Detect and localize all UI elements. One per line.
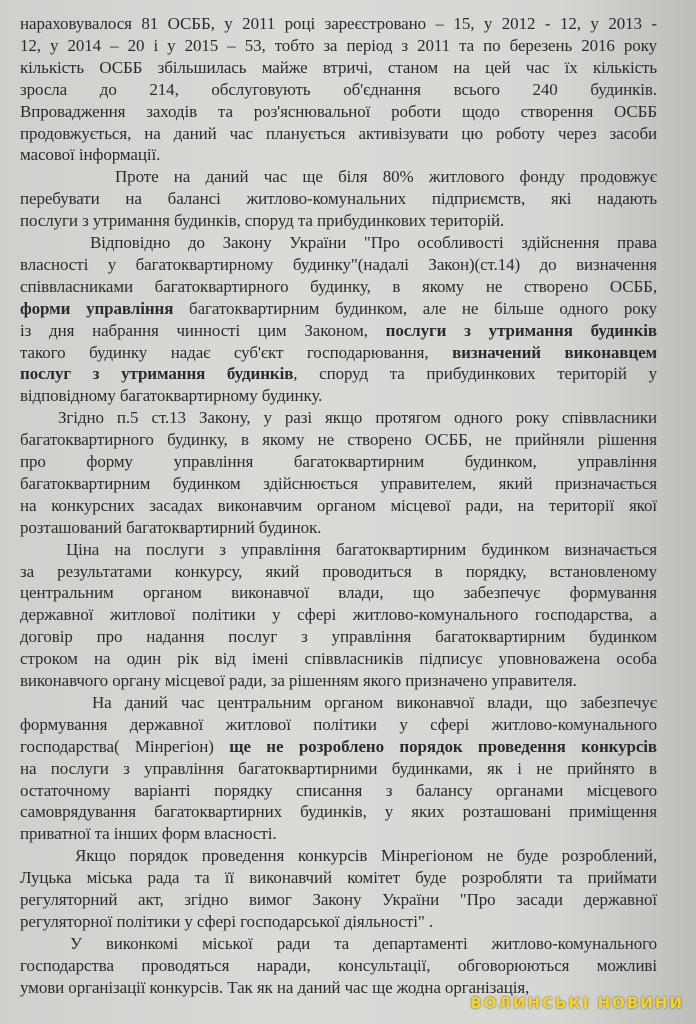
- text-line: [20, 473, 657, 495]
- text: Відповідно до Закону України "Про особливості здійснення права: [90, 233, 657, 252]
- text-line: [20, 407, 657, 429]
- text: на конкурсних засадах виконавчим органом місцевої ради, на території якої: [20, 495, 657, 515]
- text: договір про надання послуг з управління багатоквартирним будинком: [20, 627, 657, 647]
- text: На даний час центральним органом виконавчої влади, що забезпечує: [92, 692, 657, 712]
- bold-text: послуг з утримання будинків: [20, 364, 294, 384]
- text: відповідному багатоквартирному будинку.: [20, 386, 323, 406]
- text: багатоквартирним будинком здійснюється управителем, який призначається: [20, 473, 657, 493]
- text: приватної та інших форм власності.: [20, 824, 277, 844]
- text-line: [20, 780, 657, 802]
- text-line: [20, 166, 657, 188]
- text: кількість ОСББ збільшилась майже втричі, станом на цей час їх кількість: [20, 57, 657, 77]
- text: остаточному варіанті порядку списання з балансу органами місцевого: [20, 780, 657, 800]
- text-line: [20, 363, 657, 385]
- text-line: [20, 495, 657, 517]
- text: центральним органом виконавчої влади, що забезпечує формування: [20, 583, 657, 603]
- text: 12, у 2014 – 20 і у 2015 – 53, тобто за період з 2011 та по березень 2016 року: [20, 35, 657, 55]
- text: зросла до 214, обслуговують об'єднання всього 240 будинків.: [20, 79, 657, 99]
- text: співвласниками багатоквартирного будинку, в якому не створено ОСББ,: [20, 276, 657, 296]
- bold-text: ще не розроблено порядок проведення конкурсів: [229, 736, 657, 756]
- text-line: [20, 604, 657, 626]
- text-line: [20, 582, 657, 604]
- text: Проте на даний час ще біля 80% житлового фонду продовжує: [115, 167, 657, 187]
- text-line: [20, 123, 657, 145]
- text: формування державної житлової політики у сфері житлово-комунального: [20, 714, 657, 734]
- text: власності у багатоквартирному будинку"(надалі Закон)(ст.14) до визначення: [20, 254, 657, 274]
- text-line: [20, 714, 657, 736]
- text: господарства проводяться наради, консультації, обговорюються можливі: [20, 955, 657, 975]
- text: регуляторної політики у сфері господарської діяльності" .: [20, 911, 433, 931]
- watermark-logo: ВОЛИНСЬКІ НОВИНИ: [470, 994, 684, 1012]
- text-line: [20, 35, 657, 57]
- text-line: [20, 232, 657, 254]
- text-line: [20, 385, 657, 407]
- text: про форму управління багатоквартирним будинком, управління: [20, 452, 657, 471]
- text: господарства( Мінрегіон): [20, 736, 230, 756]
- text-line: [20, 276, 657, 298]
- text-line: [20, 692, 657, 714]
- text-line: [20, 254, 657, 276]
- text-line: [20, 561, 657, 583]
- text: нараховувалося 81 ОСББ, у 2011 році зареєстровано – 15, у 2012 - 12, у 2013 -: [20, 14, 657, 33]
- text-line: [20, 648, 657, 670]
- text-line: [20, 626, 657, 648]
- text-line: [20, 867, 657, 889]
- text: Згідно п.5 ст.13 Закону, у разі якщо протягом одного року співвласники: [58, 408, 657, 428]
- text: Ціна на послуги з управління багатоквартирним будинком визначається: [66, 539, 657, 559]
- text-line: [20, 13, 657, 35]
- text: строком на один рік від імені співвласників підписує уповноважена особа: [20, 649, 657, 669]
- text: регуляторний акт, згідно вимог Закону України "Про засади державної: [20, 890, 657, 909]
- text: самоврядування багатоквартирних будинків, у яких розташовані приміщення: [20, 802, 657, 822]
- text-line: [20, 801, 657, 823]
- text: перебувати на балансі житлово-комунальних підприємств, які надають: [20, 189, 657, 209]
- text: Луцька міська рада та її виконавчий комітет буде розробляти та приймати: [20, 868, 657, 888]
- text-line: [20, 451, 657, 473]
- text-line: [20, 57, 657, 79]
- text: У виконкомі міської ради та департаменті житлово-комунального: [70, 933, 657, 953]
- text-line: [20, 210, 657, 232]
- text: багатоквартирним будинком, але не більше одного року: [173, 298, 657, 318]
- text: Впровадження заходів та роз'яснювальної роботи щодо створення ОСББ: [20, 101, 657, 121]
- text: , споруд та прибудинкових територій у: [293, 364, 657, 384]
- text: послуги з утримання будинків, споруд та прибудинкових територій.: [20, 211, 505, 231]
- text: виконавчого органу місцевої ради, за рішенням якого призначено управителя.: [20, 671, 577, 690]
- text: за результатами конкурсу, який проводиться в порядку, встановленому: [20, 561, 657, 581]
- bold-text: форми управління: [20, 298, 174, 318]
- text-line: [20, 845, 657, 867]
- text-line: [20, 955, 657, 977]
- text-line: [20, 429, 657, 451]
- text-line: [20, 889, 657, 911]
- text-line: [20, 823, 657, 845]
- text-line: [20, 188, 657, 210]
- text: масової інформації.: [20, 145, 161, 165]
- text: продовжується, на даний час планується активізувати цю роботу через засоби: [20, 123, 657, 143]
- text-line: [20, 517, 657, 539]
- text: із дня набрання чинності цим Законом,: [20, 320, 386, 340]
- text-line: [20, 79, 657, 101]
- text-line: [20, 320, 657, 342]
- text: державної житлової політики у сфері житлово-комунального господарства, а: [20, 605, 657, 625]
- text: Якщо порядок проведення конкурсів Мінрегіоном не буде розроблений,: [75, 846, 657, 866]
- text-line: [20, 736, 657, 758]
- bold-text: визначений виконавцем: [452, 342, 658, 362]
- bold-text: послуги з утримання будинків: [385, 320, 658, 340]
- text-line: [20, 670, 657, 692]
- text-line: [20, 911, 657, 933]
- text-line: [20, 933, 657, 955]
- text-line: [20, 101, 657, 123]
- text: умови організації конкурсів. Так як на даний час ще жодна організація,: [20, 977, 530, 997]
- text-line: [20, 298, 657, 320]
- text: на послуги з управління багатоквартирними будинками, як і не прийнято в: [20, 758, 657, 778]
- text-line: [20, 144, 657, 166]
- text: багатоквартирного будинку, в якому не створено ОСББ, не прийняли рішення: [20, 430, 657, 450]
- text: розташований багатоквартирний будинок.: [20, 517, 322, 537]
- text: такого будинку надає суб'єкт господарювання,: [20, 342, 453, 362]
- text-line: [20, 758, 657, 780]
- text-line: [20, 342, 657, 364]
- text-line: [20, 539, 657, 561]
